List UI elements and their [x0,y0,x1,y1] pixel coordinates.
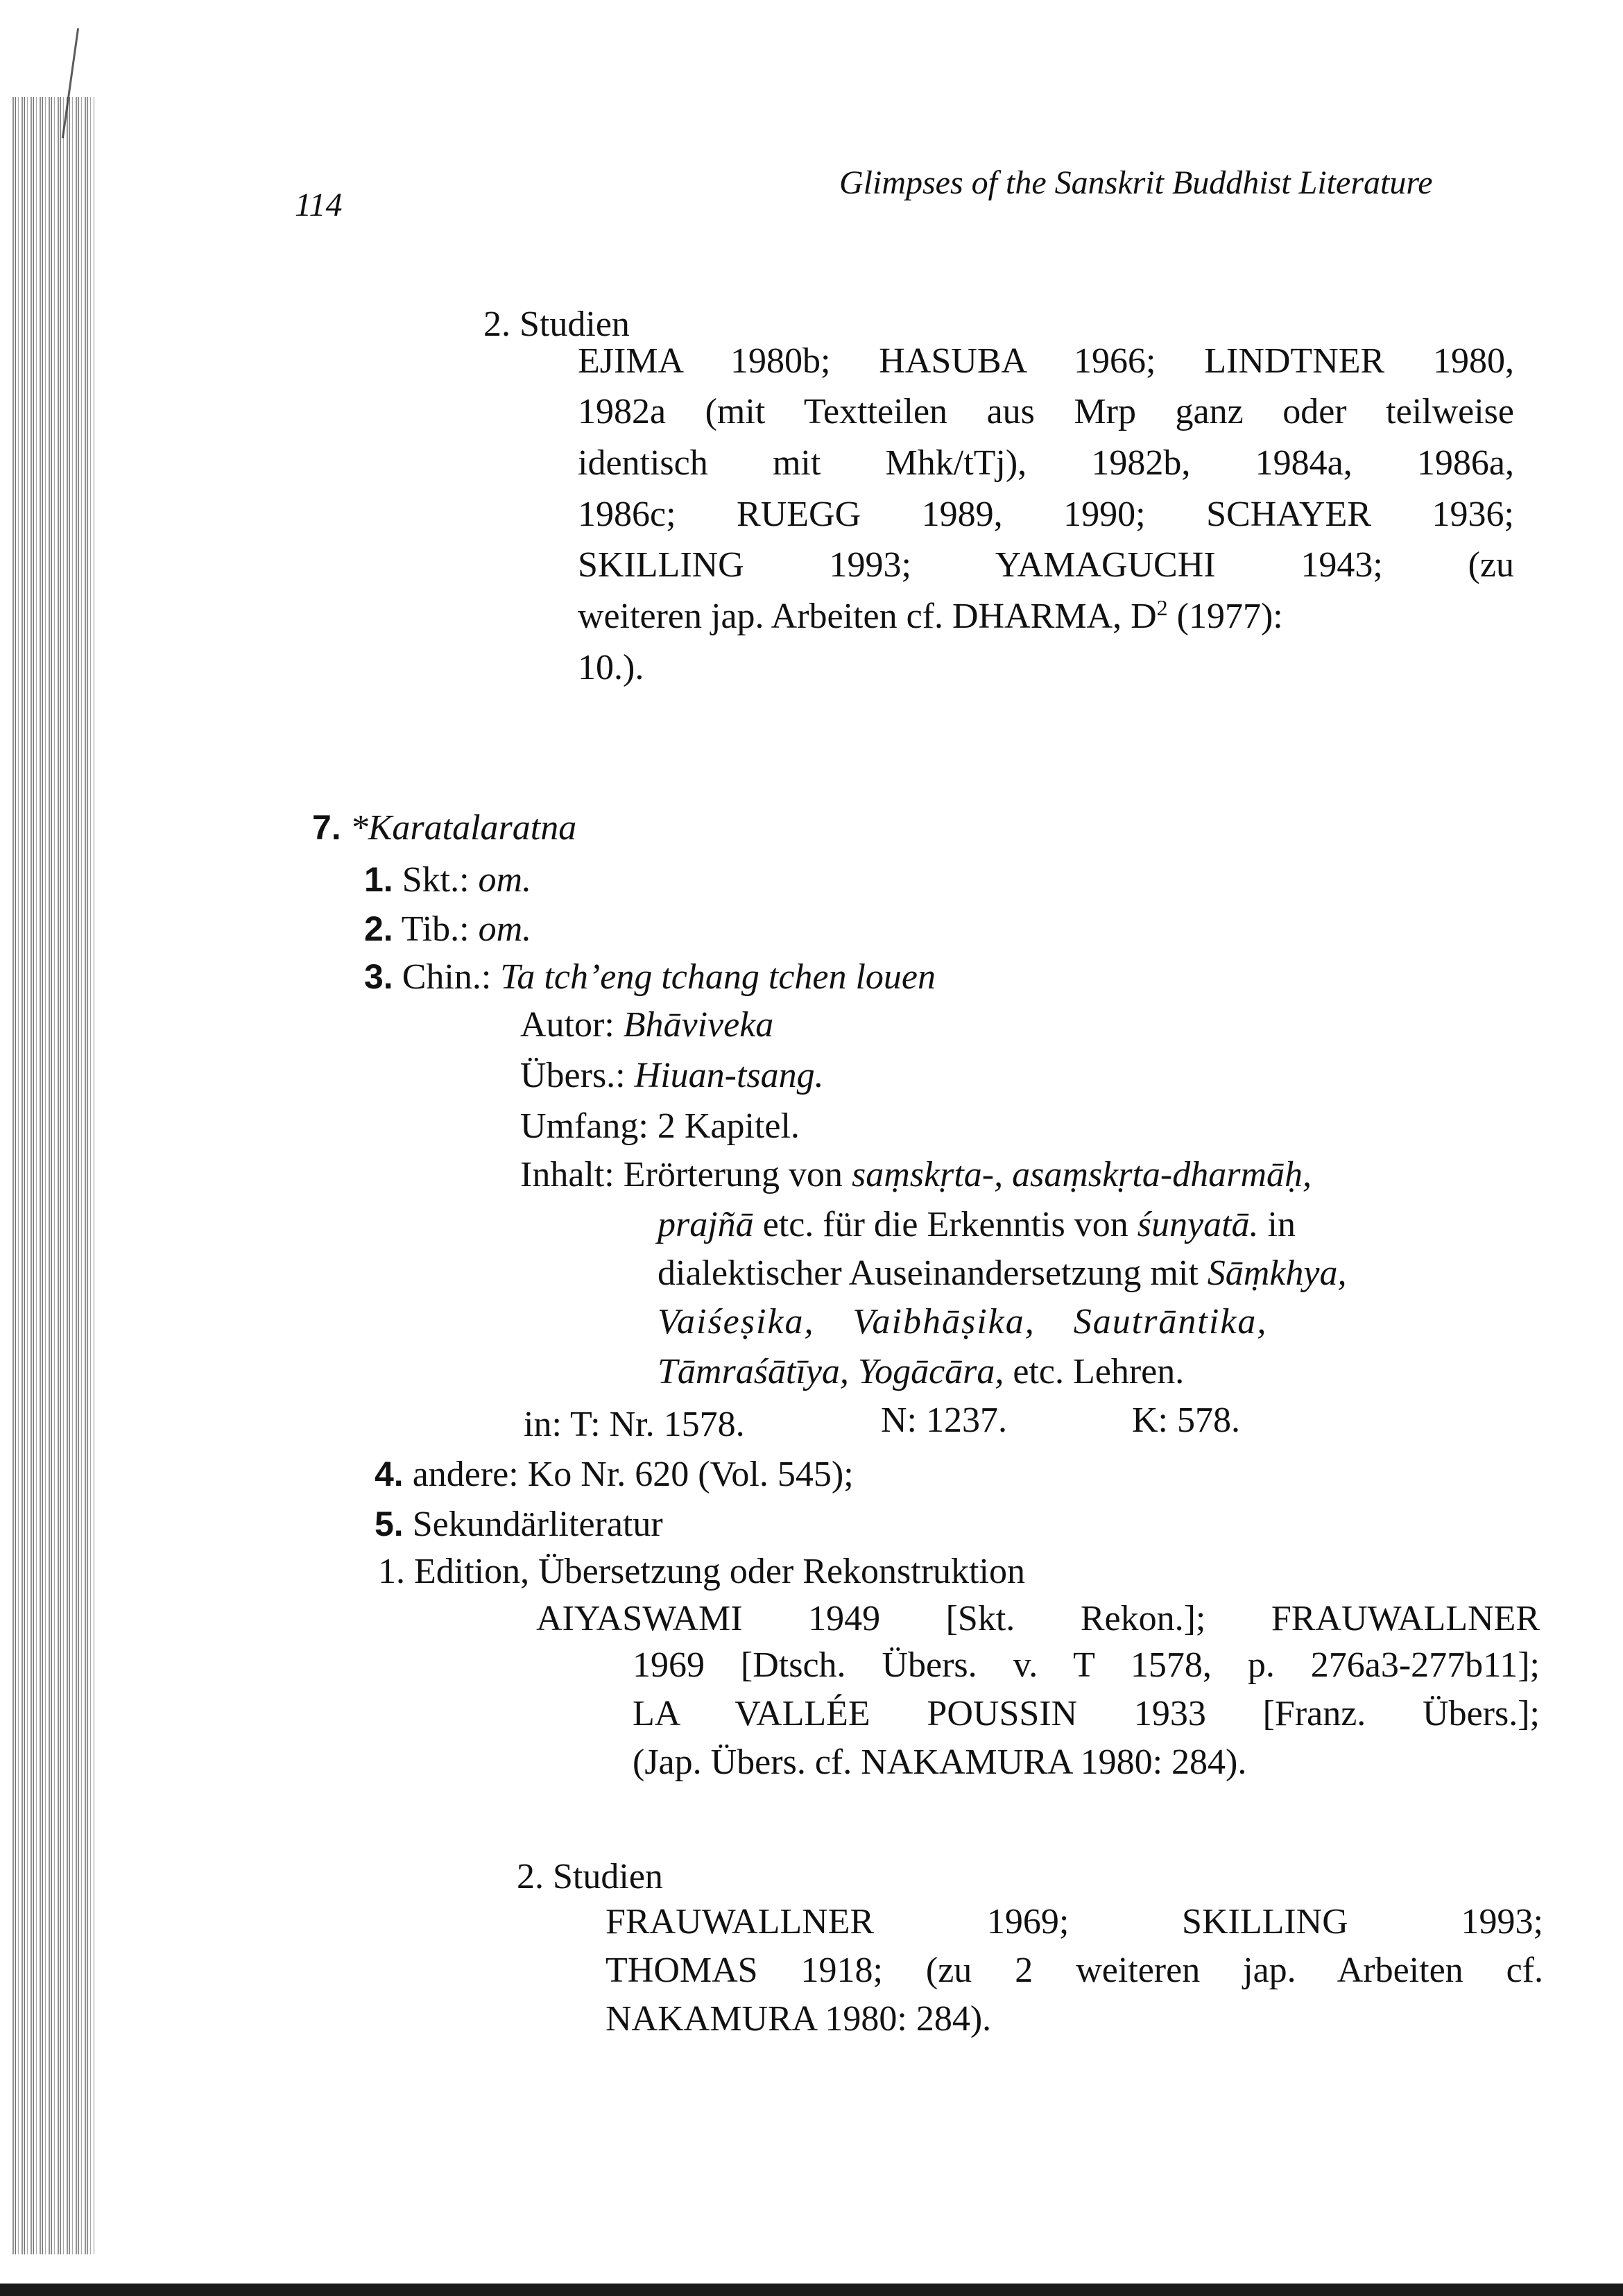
studien-a-line-1: EJIMA 1980b; HASUBA 1966; LINDTNER 1980, [578,341,1514,381]
studien-a-line-3: identisch mit Mhk/tTj), 1982b, 1984a, 1986a, [578,443,1514,483]
edition-line-2: 1969 [Dtsch. Übers. v. T 1578, p. 276a3-277b11]; [633,1645,1540,1685]
entry-number: 7. [312,808,341,847]
page-number: 114 [295,187,343,223]
studien-heading-b: 2. Studien [517,1857,663,1896]
item-sekundaer: 5. Sekundärliteratur [375,1505,663,1544]
studien-b-line-1: FRAUWALLNER 1969; SKILLING 1993; [606,1902,1543,1942]
ref-k: K: 578. [1132,1400,1240,1440]
studien-b-line-2: THOMAS 1918; (zu 2 weiteren jap. Arbeiten cf. [606,1951,1543,1990]
inhalt-line-5: Tāmraśātīya, Yogācāra, etc. Lehren. [658,1352,1185,1391]
umfang-line: Umfang: 2 Kapitel. [520,1106,800,1146]
inhalt-line-2: prajñā etc. für die Erkenntis von śunyatā. in [658,1205,1296,1244]
edition-line-3: LA VALLÉE POUSSIN 1933 [Franz. Übers.]; [633,1694,1540,1733]
studien-a-line-4: 1986c; RUEGG 1989, 1990; SCHAYER 1936; [578,495,1514,534]
studien-heading-a: 2. Studien [483,305,630,344]
item-skt: 1. Skt.: om. [364,860,532,900]
edition-line-4: (Jap. Übers. cf. NAKAMURA 1980: 284). [633,1742,1247,1782]
superscript: 2 [1156,595,1168,620]
book-binding-edge [12,97,94,2254]
inhalt-line-4: Vaiśeṣika, Vaibhāṣika, Sautrāntika, [658,1302,1268,1342]
ref-t: in: T: Nr. 1578. [524,1405,745,1444]
ref-n: N: 1237. [881,1400,1007,1440]
running-title: Glimpses of the Sanskrit Buddhist Literature [839,164,1433,201]
edition-line-1: AIYASWAMI 1949 [Skt. Rekon.]; FRAUWALLNER [536,1599,1540,1638]
scan-bottom-edge [0,2284,1623,2296]
studien-a-line-7: 10.). [578,648,644,687]
entry-title: *Karatalaratna [350,808,577,848]
uebers-line: Übers.: Hiuan-tsang. [520,1056,824,1095]
edition-heading: 1. Edition, Übersetzung oder Rekonstruktion [378,1552,1025,1591]
inhalt-line-1: Inhalt: Erörterung von saṃskṛta-, asaṃskṛta-dharmāḥ, [520,1155,1312,1194]
entry-heading [312,810,576,846]
item-chin: 3. Chin.: Ta tch’eng tchang tchen louen [364,957,936,997]
studien-b-line-3: NAKAMURA 1980: 284). [606,1999,992,2039]
item-andere: 4. andere: Ko Nr. 620 (Vol. 545); [375,1455,854,1494]
autor-line: Autor: Bhāviveka [520,1005,774,1045]
inhalt-line-3: dialektischer Auseinandersetzung mit Sāṃkhya, [658,1253,1347,1293]
studien-a-line-5: SKILLING 1993; YAMAGUCHI 1943; (zu [578,545,1514,585]
studien-a-line-2: 1982a (mit Textteilen aus Mrp ganz oder teilweise [578,392,1514,431]
item-tib: 2. Tib.: om. [364,909,532,949]
studien-a-line-6: weiteren jap. Arbeiten cf. DHARMA, $D^2$ (1977): [578,595,1283,636]
